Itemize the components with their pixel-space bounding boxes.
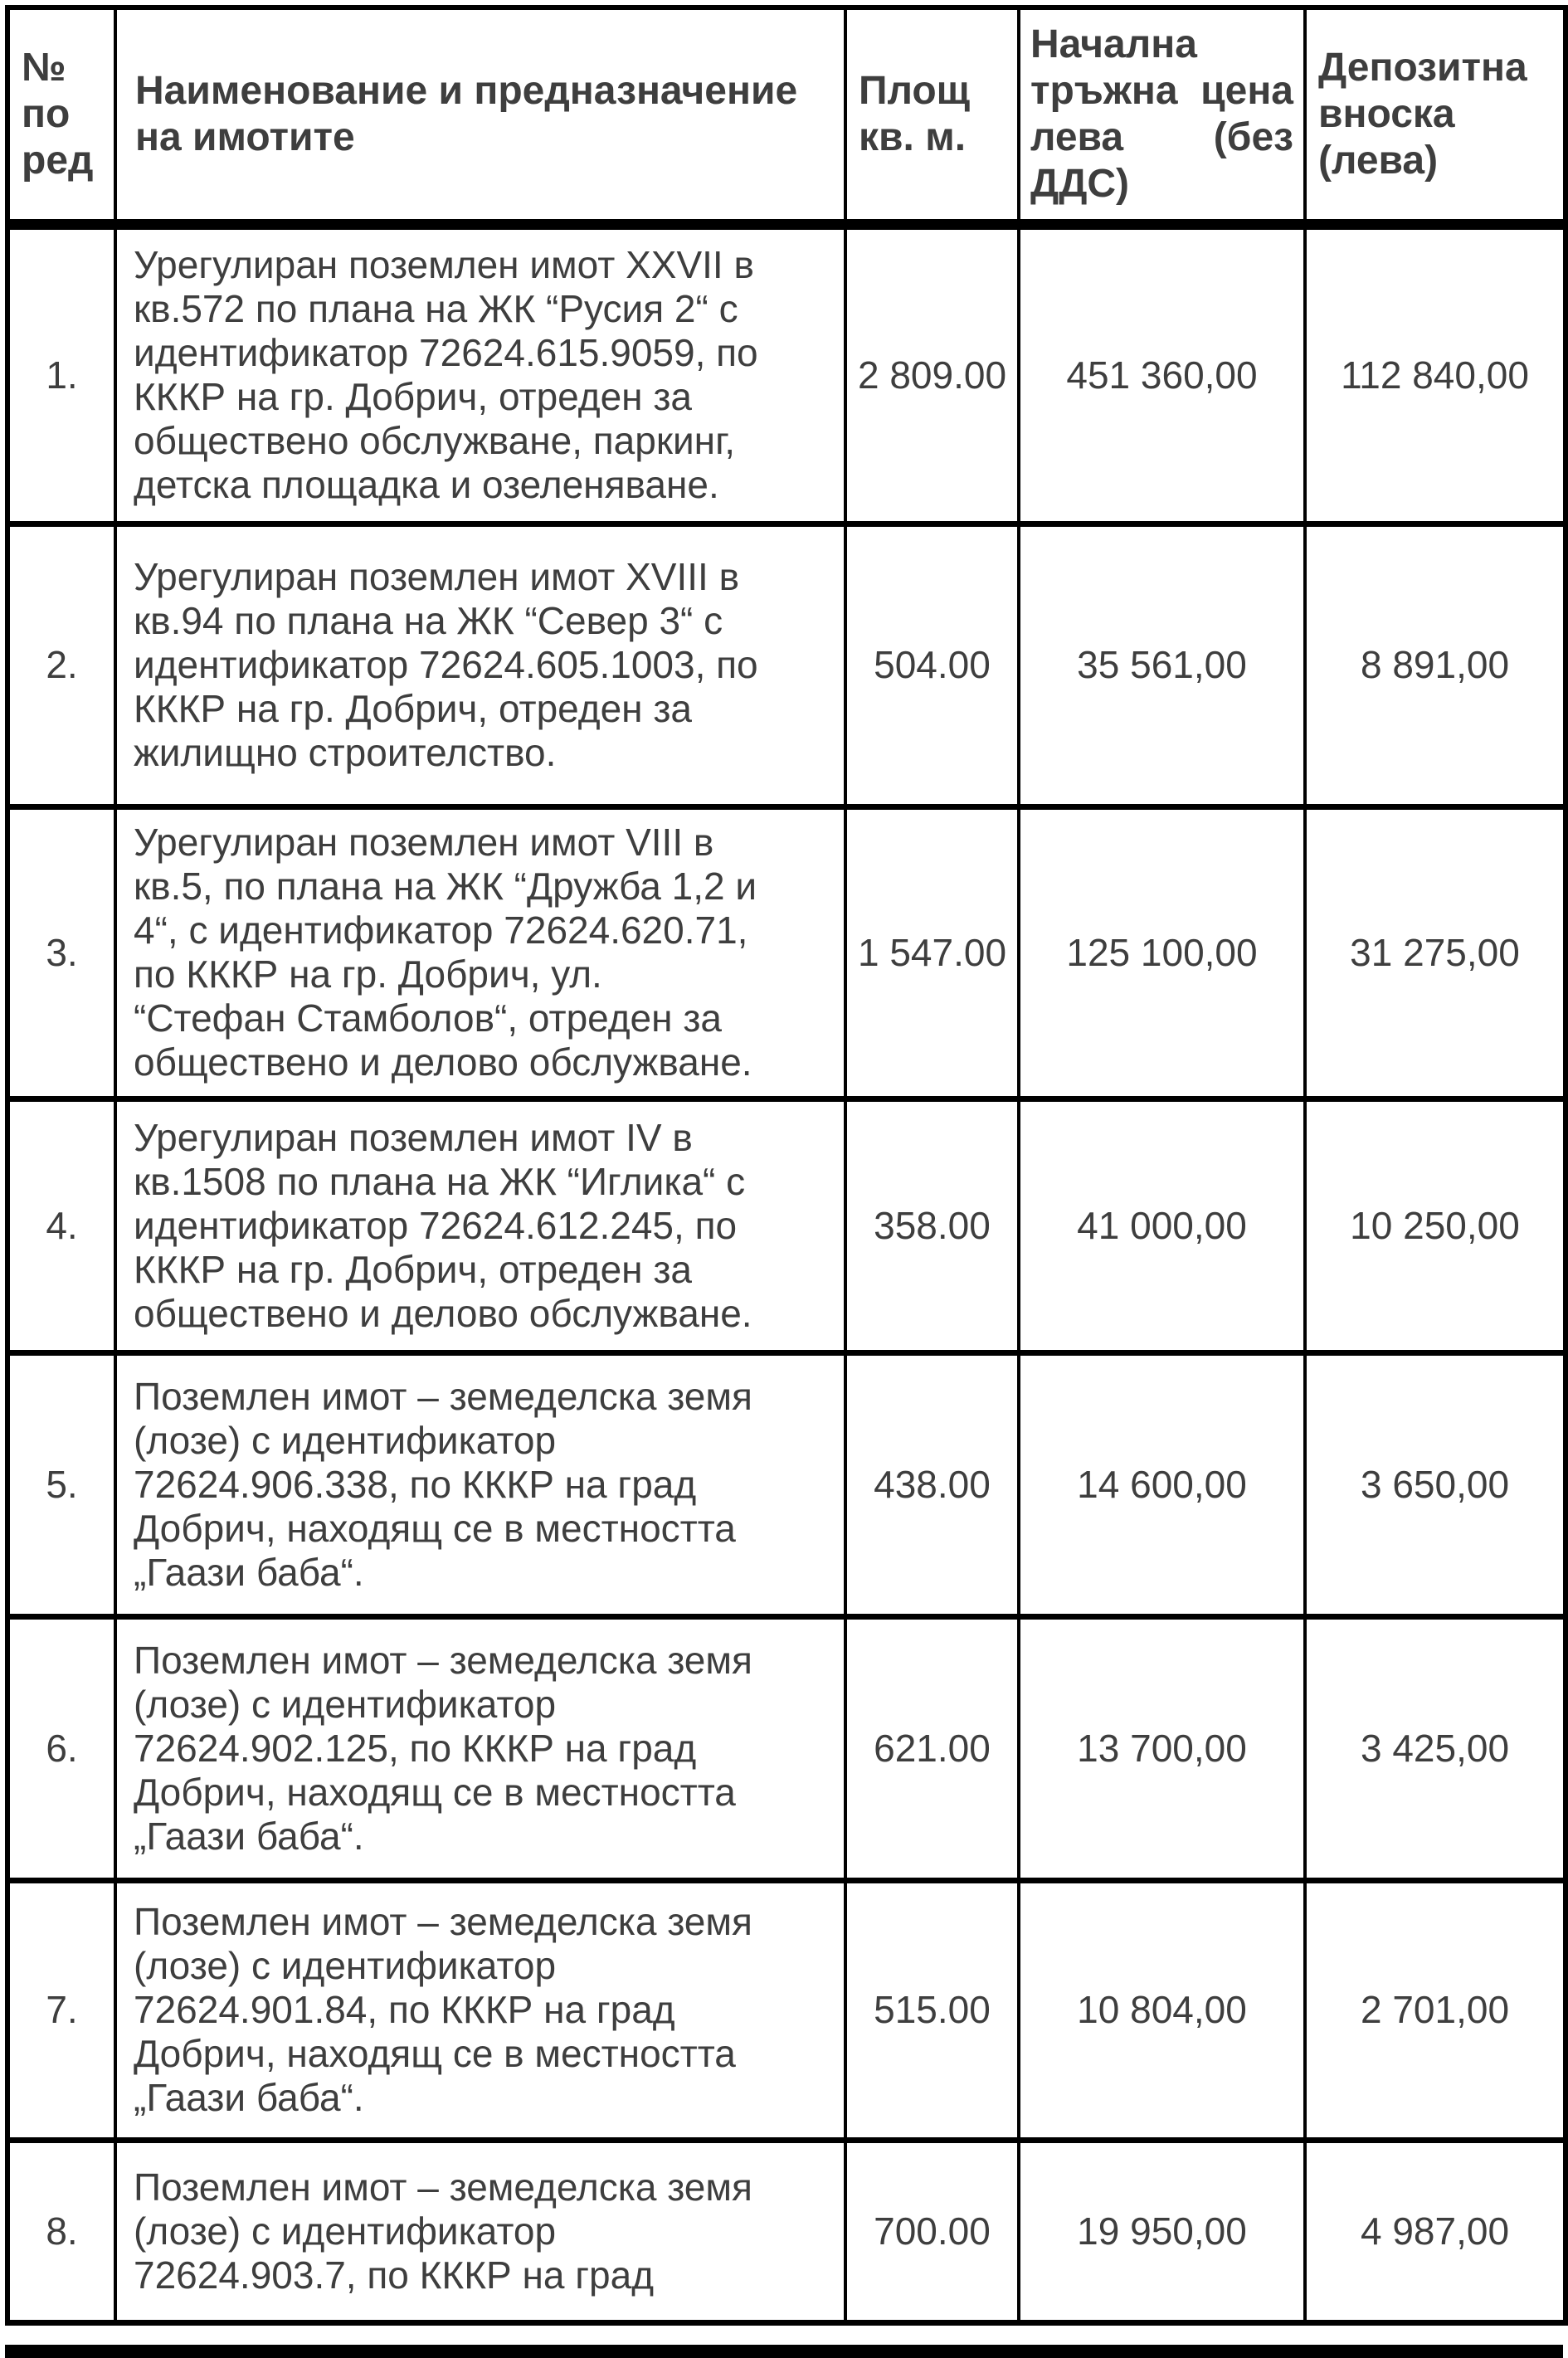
row-number: 2.: [7, 524, 115, 806]
page-cut-edge: [5, 2345, 1563, 2358]
column-header-name: Наименование и предназначение на имотите: [115, 7, 845, 224]
table-row: [7, 806, 1566, 1099]
row-number: 8.: [7, 2140, 115, 2322]
deposit-amount: 3 425,00: [1305, 1616, 1566, 1880]
deposit-amount: 2 701,00: [1305, 1880, 1566, 2140]
starting-price: 41 000,00: [1019, 1099, 1305, 1352]
table-row: [7, 524, 1566, 806]
starting-price: 14 600,00: [1019, 1352, 1305, 1616]
deposit-amount: 4 987,00: [1305, 2140, 1566, 2322]
row-number: 5.: [7, 1352, 115, 1616]
row-number: 3.: [7, 806, 115, 1099]
row-number: 6.: [7, 1616, 115, 1880]
column-header-number: № по ред: [7, 7, 115, 224]
table-row: [7, 2140, 1566, 2322]
property-name: Поземлен имот – земеделска земя (лозе) с идентификатор 72624.901.84, по КККР на град Добрич, находящ се в местността „Гаази баба“.: [115, 1880, 845, 2140]
property-area: 515.00: [845, 1880, 1019, 2140]
properties-auction-table: [5, 5, 1568, 2326]
property-area: 438.00: [845, 1352, 1019, 1616]
column-header-area: Площ кв. м.: [845, 7, 1019, 224]
property-name: Поземлен имот – земеделска земя (лозе) с идентификатор 72624.902.125, по КККР на град Добрич, находящ се в местността „Гаази баба“.: [115, 1616, 845, 1880]
deposit-amount: 10 250,00: [1305, 1099, 1566, 1352]
deposit-amount: 3 650,00: [1305, 1352, 1566, 1616]
deposit-amount: 31 275,00: [1305, 806, 1566, 1099]
property-area: 504.00: [845, 524, 1019, 806]
starting-price: 35 561,00: [1019, 524, 1305, 806]
row-number: 4.: [7, 1099, 115, 1352]
property-area: 700.00: [845, 2140, 1019, 2322]
property-name: Поземлен имот – земеделска земя (лозе) с идентификатор 72624.903.7, по КККР на град: [115, 2140, 845, 2322]
starting-price: 19 950,00: [1019, 2140, 1305, 2322]
starting-price: 13 700,00: [1019, 1616, 1305, 1880]
property-name: Урегулиран поземлен имот XXVII в кв.572 по плана на ЖК “Русия 2“ с идентификатор 72624.615.9059, по КККР на гр. Добрич, отреден за обществено обслужване, паркинг, детска площадка и озеленяване.: [115, 224, 845, 524]
property-area: 358.00: [845, 1099, 1019, 1352]
property-name: Урегулиран поземлен имот VIII в кв.5, по плана на ЖК “Дружба 1,2 и 4“, с идентификатор 72624.620.71, по КККР на гр. Добрич, ул. “Стефан Стамболов“, отреден за обществено и делово обслужване.: [115, 806, 845, 1099]
table-row: [7, 1616, 1566, 1880]
property-name: Поземлен имот – земеделска земя (лозе) с идентификатор 72624.906.338, по КККР на град Добрич, находящ се в местността „Гаази баба“.: [115, 1352, 845, 1616]
column-header-deposit: Депозитна вноска (лева): [1305, 7, 1566, 224]
property-name: Урегулиран поземлен имот XVIII в кв.94 по плана на ЖК “Север 3“ с идентификатор 72624.605.1003, по КККР на гр. Добрич, отреден за жилищно строителство.: [115, 524, 845, 806]
table-row: [7, 224, 1566, 524]
header-row: [7, 7, 1566, 224]
starting-price: 10 804,00: [1019, 1880, 1305, 2140]
starting-price: 451 360,00: [1019, 224, 1305, 524]
starting-price: 125 100,00: [1019, 806, 1305, 1099]
property-area: 621.00: [845, 1616, 1019, 1880]
property-name: Урегулиран поземлен имот IV в кв.1508 по плана на ЖК “Иглика“ с идентификатор 72624.612.245, по КККР на гр. Добрич, отреден за обществено и делово обслужване.: [115, 1099, 845, 1352]
table-row: [7, 1352, 1566, 1616]
property-area: 1 547.00: [845, 806, 1019, 1099]
column-header-price: Начална тръжна цена лева (без ДДС): [1019, 7, 1305, 224]
table-row: [7, 1880, 1566, 2140]
row-number: 1.: [7, 224, 115, 524]
table-row: [7, 1099, 1566, 1352]
deposit-amount: 112 840,00: [1305, 224, 1566, 524]
row-number: 7.: [7, 1880, 115, 2140]
deposit-amount: 8 891,00: [1305, 524, 1566, 806]
property-area: 2 809.00: [845, 224, 1019, 524]
